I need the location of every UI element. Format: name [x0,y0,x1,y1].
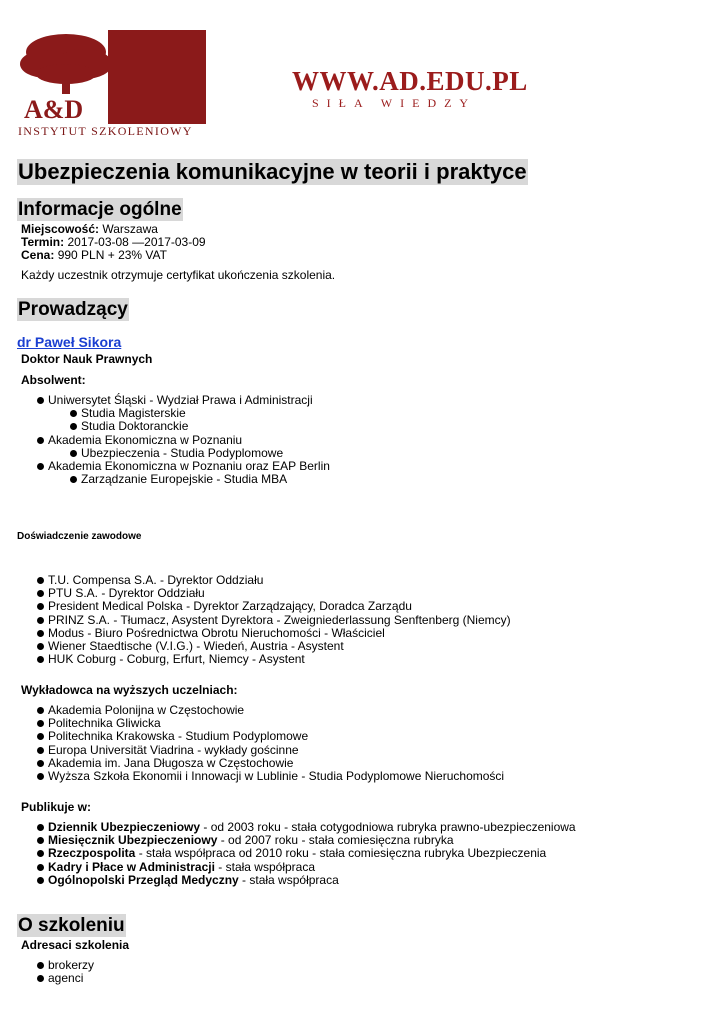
date-value: 2017-03-08 —2017-03-09 [67,235,206,249]
list-item: Politechnika Krakowska - Studium Podyplomowe [37,730,504,743]
bullet-icon [37,747,44,754]
list-item: Akademia Ekonomiczna w Poznaniu oraz EAP Berlin [37,460,330,473]
education-list [37,394,330,486]
list-item: T.U. Compensa S.A. - Dyrektor Oddziału [37,574,511,587]
list-item: Dziennik Ubezpieczeniowy - od 2003 roku - stała cotygodniowa rubryka prawno-ubezpieczeniowa [37,821,576,834]
bullet-icon [70,476,77,483]
bullet-icon [37,773,44,780]
bullet-icon [37,864,44,871]
certificate-note: Każdy uczestnik otrzymuje certyfikat ukończenia szkolenia. [21,268,336,282]
bullet-icon [37,643,44,650]
list-item: Modus - Biuro Pośrednictwa Obrotu Nieruchomości - Właściciel [37,627,511,640]
bullet-icon [37,577,44,584]
bullet-icon [37,824,44,831]
list-item: Akademia Ekonomiczna w Poznaniu [37,434,330,447]
price-line [21,249,167,262]
about-heading: O szkoleniu [18,915,125,936]
list-item: HUK Coburg - Coburg, Erfurt, Niemcy - Asystent [37,653,511,666]
bullet-icon [37,656,44,663]
price-label: Cena: [21,248,55,262]
bullet-icon [37,877,44,884]
audience-list [37,959,94,985]
bullet-icon [37,837,44,844]
list-item: Akademia Polonijna w Częstochowie [37,704,504,717]
tree-logo-icon [18,30,114,124]
bullet-icon [37,850,44,857]
list-item: PTU S.A. - Dyrektor Oddziału [37,587,511,600]
list-item: Europa Universität Viadrina - wykłady gościnne [37,744,504,757]
list-item: Politechnika Gliwicka [37,717,504,730]
list-item: Studia Magisterskie [37,407,330,420]
bullet-icon [37,437,44,444]
list-item: Ogólnopolski Przegląd Medyczny - stała współpraca [37,874,576,887]
publications-list [37,821,576,887]
publishes-label: Publikuje w: [21,800,92,814]
logo-letters: A&D [24,95,84,124]
bullet-icon [37,720,44,727]
list-item: Ubezpieczenia - Studia Podyplomowe [37,447,330,460]
list-item: Wiener Staedtische (V.I.G.) - Wiedeń, Austria - Asystent [37,640,511,653]
site-url[interactable]: WWW.AD.EDU.PL [292,66,528,96]
lecturer-list [37,704,504,783]
list-item: Akademia im. Jana Długosza w Częstochowie [37,757,504,770]
trainer-degree: Doktor Nauk Prawnych [21,352,153,366]
list-item: Zarządzanie Europejskie - Studia MBA [37,473,330,486]
price-value: 990 PLN + 23% VAT [57,248,167,262]
page-title: Ubezpieczenia komunikacyjne w teorii i praktyce [18,159,527,184]
audience-label: Adresaci szkolenia [21,938,130,952]
list-item: Kadry i Płace w Administracji - stała współpraca [37,861,576,874]
bullet-icon [37,617,44,624]
list-item: Uniwersytet Śląski - Wydział Prawa i Administracji [37,394,330,407]
bullet-icon [37,463,44,470]
bullet-icon [37,760,44,767]
list-item: Rzeczpospolita - stała współpraca od 2010 roku - stała comiesięczna rubryka Ubezpieczenia [37,847,576,860]
trainer-name-link[interactable]: dr Paweł Sikora [17,334,122,350]
bullet-icon [37,603,44,610]
list-item: Studia Doktoranckie [37,420,330,433]
list-item: brokerzy [37,959,94,972]
lecturer-label: Wykładowca na wyższych uczelniach: [21,683,238,697]
bullet-icon [37,975,44,982]
experience-list [37,574,511,666]
page-header [0,0,725,140]
bullet-icon [37,962,44,969]
bullet-icon [37,590,44,597]
location-label: Miejscowość: [21,222,100,236]
institute-logo [18,30,206,124]
site-tagline: SIŁA WIEDZY [312,96,477,110]
graduate-label: Absolwent: [21,373,86,387]
list-item: agenci [37,972,94,985]
date-label: Termin: [21,235,65,249]
list-item: Miesięcznik Ubezpieczeniowy - od 2007 roku - stała comiesięczna rubryka [37,834,576,847]
bullet-icon [37,397,44,404]
bullet-icon [37,630,44,637]
location-value: Warszawa [102,222,158,236]
experience-label: Doświadczenie zawodowe [17,531,142,542]
bullet-icon [37,733,44,740]
institute-name: INSTYTUT SZKOLENIOWY [18,124,193,138]
logo-red-block [108,30,206,124]
list-item: President Medical Polska - Dyrektor Zarządzający, Doradca Zarządu [37,600,511,613]
trainer-heading: Prowadzący [18,299,128,320]
bullet-icon [37,707,44,714]
list-item: PRINZ S.A. - Tłumacz, Asystent Dyrektora - Zweigniederlassung Senftenberg (Niemcy) [37,614,511,627]
bullet-icon [70,410,77,417]
bullet-icon [70,423,77,430]
general-info-heading: Informacje ogólne [18,199,182,220]
bullet-icon [70,450,77,457]
list-item: Wyższa Szkoła Ekonomii i Innowacji w Lublinie - Studia Podyplomowe Nieruchomości [37,770,504,783]
